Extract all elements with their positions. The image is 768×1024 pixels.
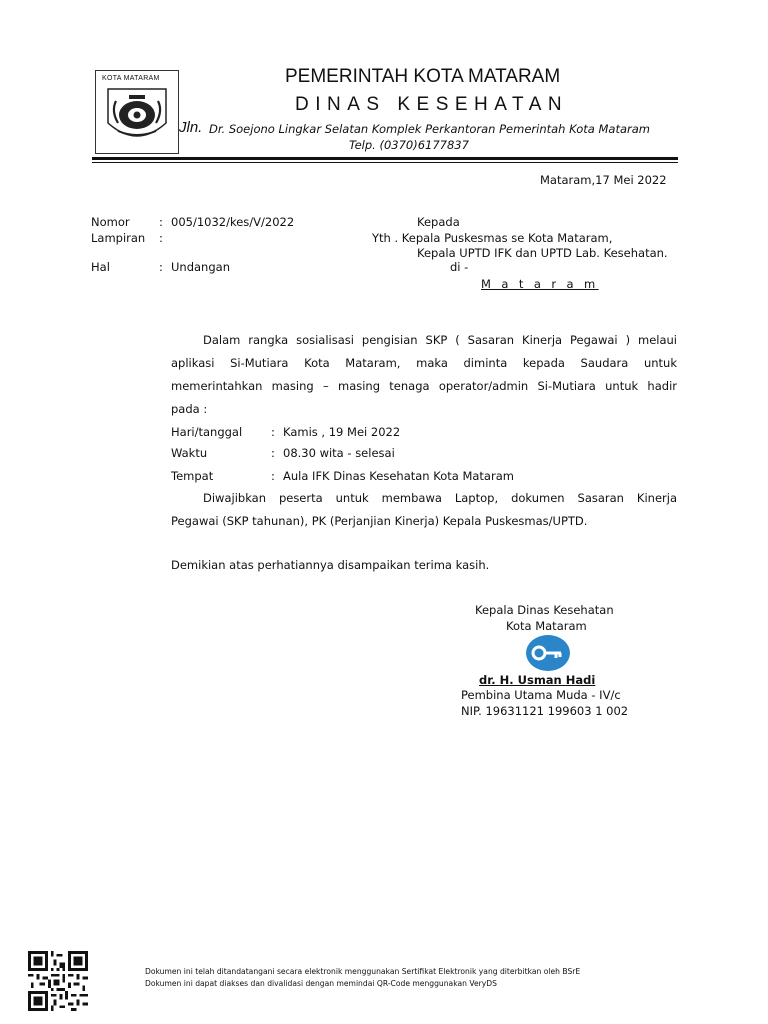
recipient-di: di - [450, 260, 469, 274]
detail-label-date: Hari/tanggal [171, 425, 243, 439]
body-line-5: Diwajibkan peserta untuk membawa Laptop, dokumen Sasaran Kinerja [203, 491, 677, 505]
hal-colon: : [159, 260, 163, 274]
office-phone: Telp. (0370)6177837 [349, 138, 469, 152]
emblem-icon [96, 71, 178, 153]
detail-colon-time: : [271, 446, 275, 460]
signatory-title: Kepala Dinas Kesehatan [475, 603, 614, 617]
logo-caption: KOTA MATARAM [102, 75, 160, 82]
hal-value: Undangan [171, 260, 230, 274]
nomor-label: Nomor [91, 215, 130, 229]
body-line-2: aplikasi Si-Mutiara Kota Mataram, maka diminta kepada Saudara untuk [171, 356, 677, 370]
footer-verify-notice: Dokumen ini dapat diakses dan divalidasi dengan memindai QR-Code menggunakan VeryDS [145, 979, 497, 988]
office-address: Dr. Soejono Lingkar Selatan Komplek Perkantoran Pemerintah Kota Mataram [209, 122, 650, 136]
recipient-kepada: Kepada [417, 215, 460, 229]
detail-value-place: Aula IFK Dinas Kesehatan Kota Mataram [283, 469, 514, 483]
signatory-city: Kota Mataram [506, 619, 587, 633]
signatory-name: dr. H. Usman Hadi [479, 673, 596, 687]
lampiran-label: Lampiran [91, 231, 146, 245]
recipient-line-2: Kepala UPTD IFK dan UPTD Lab. Kesehatan. [417, 246, 668, 260]
signatory-rank: Pembina Utama Muda - IV/c [461, 688, 621, 702]
detail-value-time: 08.30 wita - selesai [283, 446, 395, 460]
lampiran-colon: : [159, 231, 163, 245]
closing-sentence: Demikian atas perhatiannya disampaikan terima kasih. [171, 558, 490, 572]
hal-label: Hal [91, 260, 110, 274]
detail-label-time: Waktu [171, 446, 208, 460]
body-line-6: Pegawai (SKP tahunan), PK (Perjanjian Kinerja) Kepala Puskesmas/UPTD. [171, 514, 588, 528]
footer-esign-notice: Dokumen ini telah ditandatangani secara elektronik menggunakan Sertifikat Elektronik yang diterbitkan oleh BSrE [145, 967, 581, 976]
digital-signature-key-icon [525, 634, 571, 672]
letterhead-rule-thick [92, 157, 678, 160]
letterhead-rule-thin [92, 162, 678, 163]
qr-code [28, 951, 88, 1011]
department-name: DINAS KESEHATAN [295, 94, 569, 115]
recipient-city: M a t a r a m [481, 277, 599, 291]
detail-value-date: Kamis , 19 Mei 2022 [283, 425, 401, 439]
place-date: Mataram,17 Mei 2022 [540, 173, 667, 187]
nomor-value: 005/1032/kes/V/2022 [171, 215, 295, 229]
city-emblem-logo [95, 70, 179, 154]
nomor-colon: : [159, 215, 163, 229]
signatory-nip: NIP. 19631121 199603 1 002 [461, 704, 629, 718]
address-prefix: Jln. [179, 119, 203, 136]
detail-colon-place: : [271, 469, 275, 483]
body-line-3: memerintahkan masing – masing tenaga operator/admin Si-Mutiara untuk hadir [171, 379, 677, 393]
body-line-1: Dalam rangka sosialisasi pengisian SKP ( Sasaran Kinerja Pegawai ) melaui [203, 333, 677, 347]
government-name: PEMERINTAH KOTA MATARAM [285, 66, 561, 87]
detail-label-place: Tempat [171, 469, 214, 483]
recipient-line-1: Yth . Kepala Puskesmas se Kota Mataram, [372, 231, 613, 245]
body-line-4: pada : [171, 402, 208, 416]
detail-colon-date: : [271, 425, 275, 439]
